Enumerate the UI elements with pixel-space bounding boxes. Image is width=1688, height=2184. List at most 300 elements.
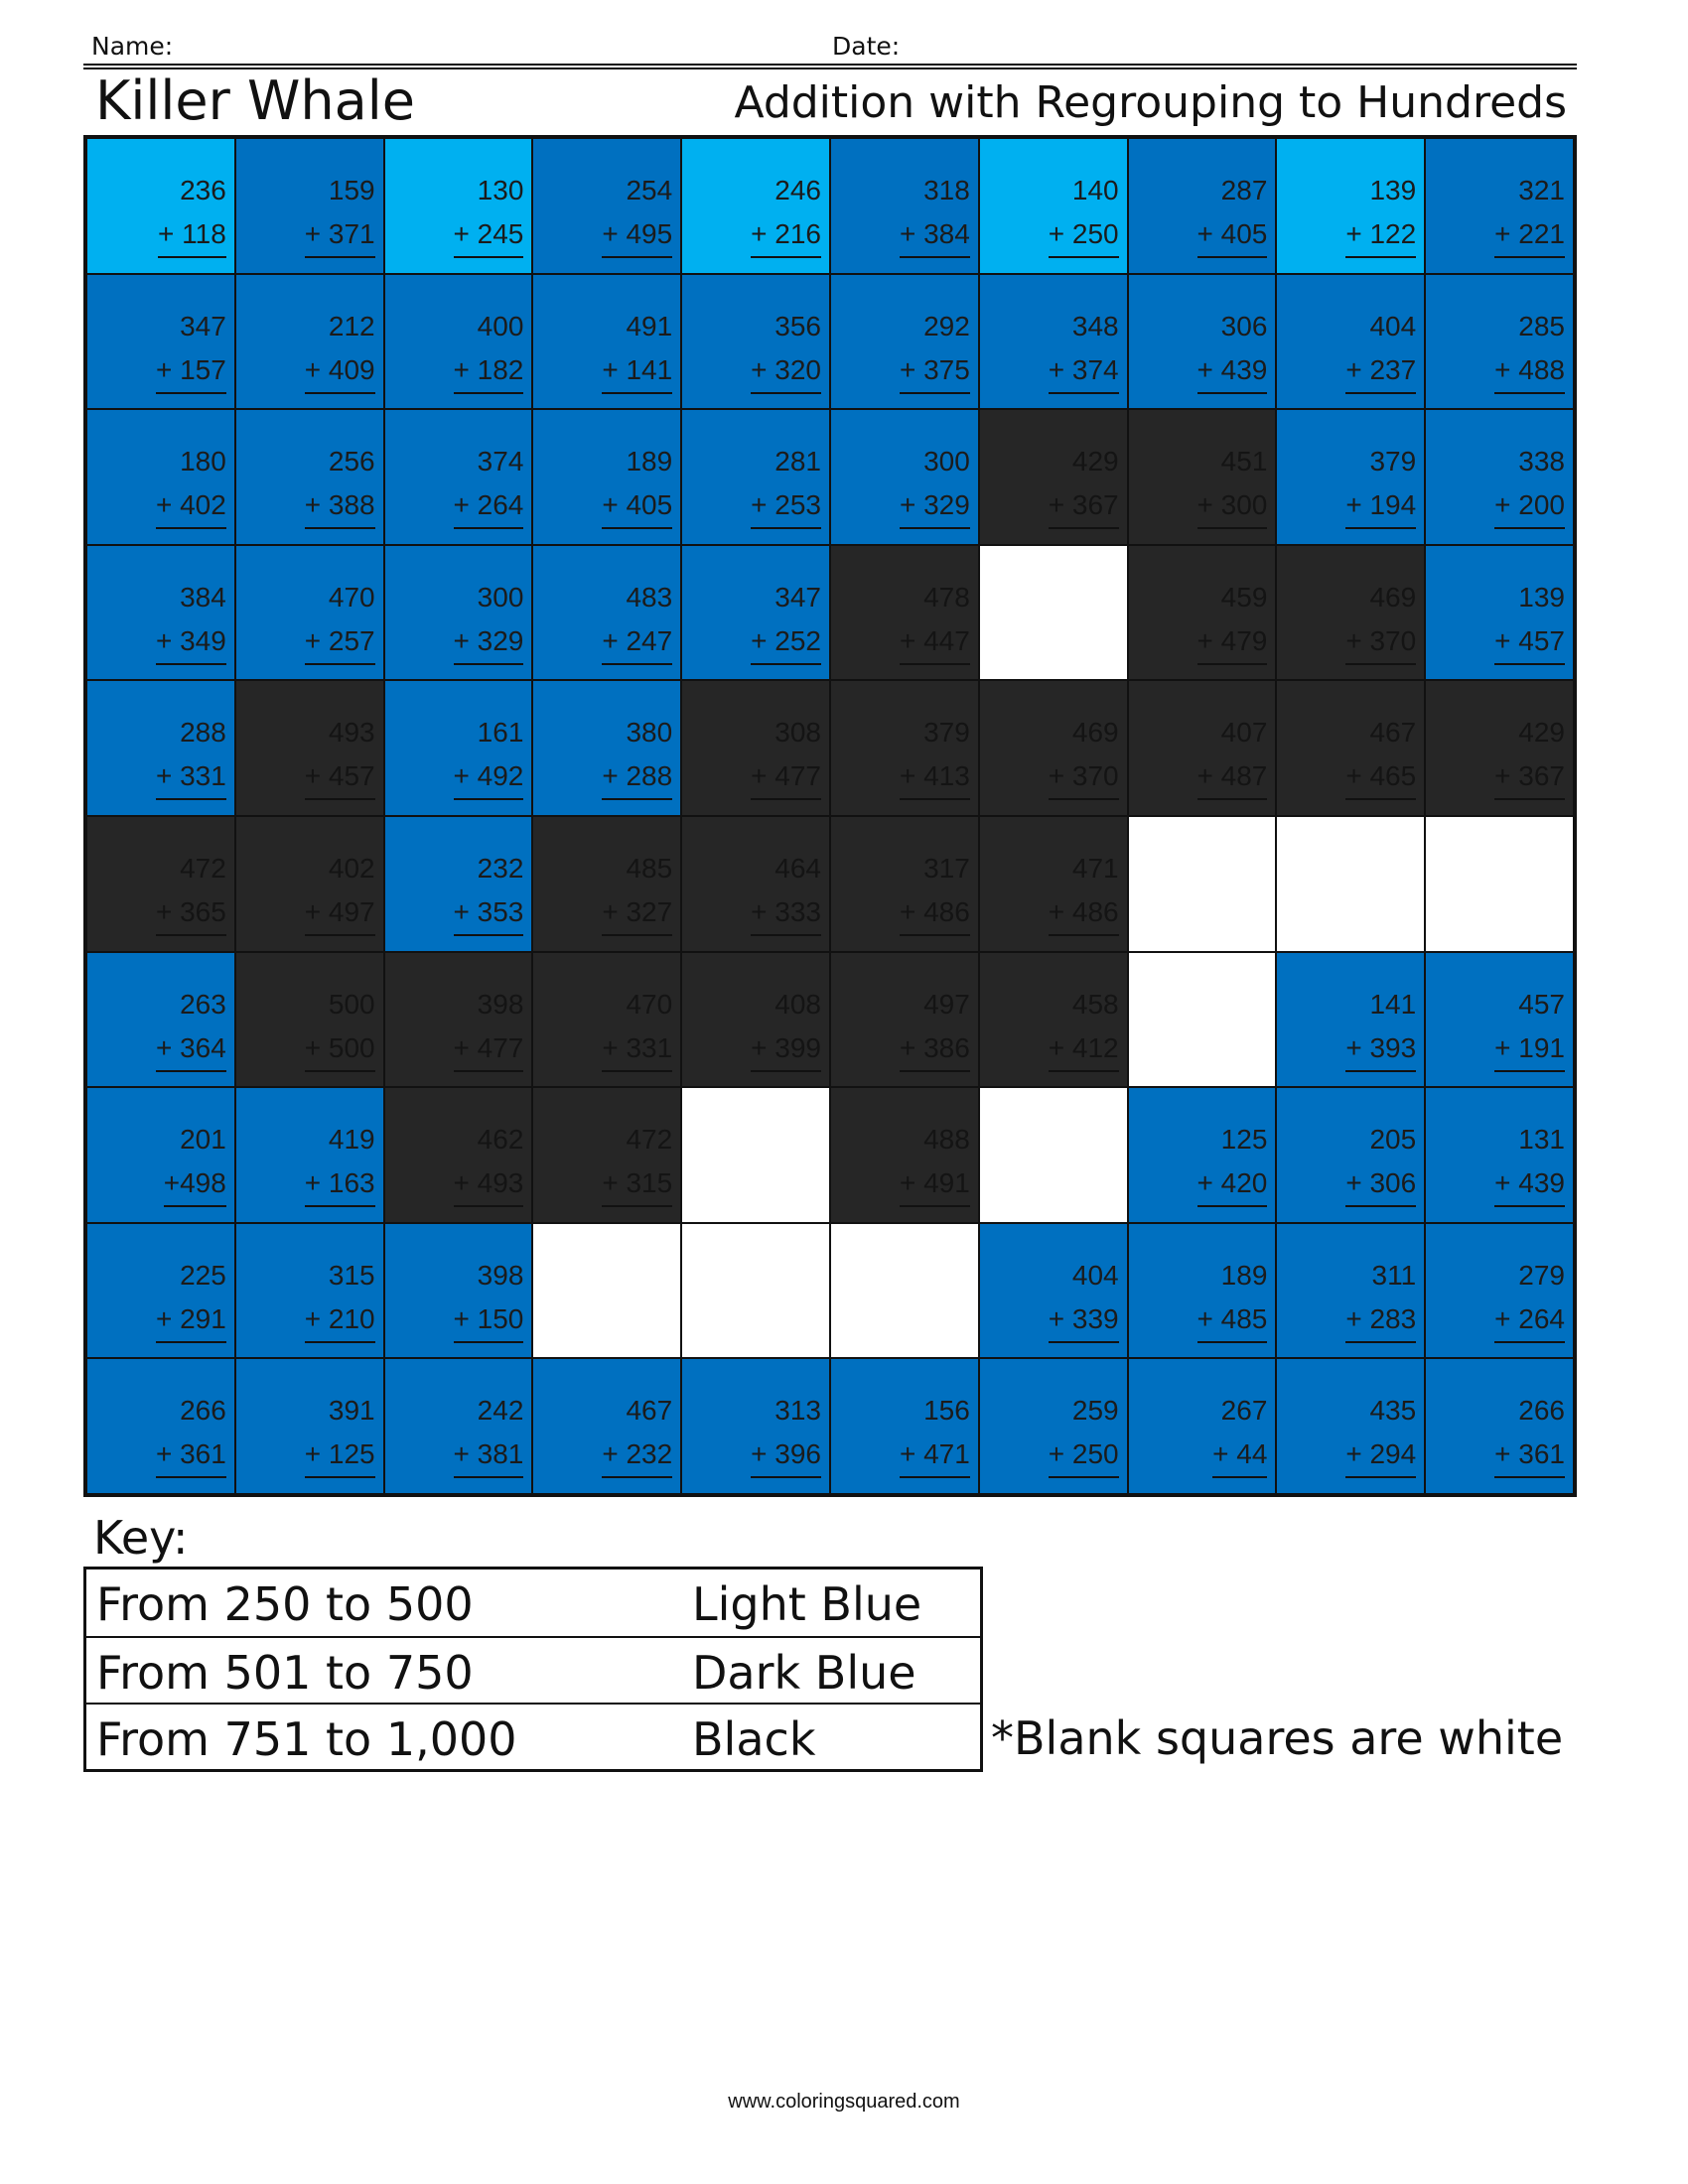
addend-top: 348 bbox=[1071, 310, 1119, 341]
addend-bottom: + 329 bbox=[900, 483, 970, 529]
name-label: Name: bbox=[91, 32, 174, 61]
addend-bottom: + 488 bbox=[1494, 348, 1565, 394]
addition-problem bbox=[164, 1118, 226, 1207]
grid-cell bbox=[1425, 545, 1574, 681]
addition-problem bbox=[305, 305, 375, 394]
grid-cell bbox=[979, 1223, 1128, 1359]
addend-bottom: + 465 bbox=[1345, 754, 1416, 800]
addition-problem bbox=[1049, 1254, 1119, 1343]
addition-problem bbox=[1494, 1118, 1565, 1207]
grid-cell bbox=[979, 680, 1128, 816]
addition-problem bbox=[305, 576, 375, 665]
grid-cell bbox=[532, 816, 681, 952]
grid-cell bbox=[830, 1087, 979, 1223]
addend-top: 232 bbox=[477, 853, 524, 884]
addend-bottom: + 257 bbox=[305, 619, 375, 665]
addition-problem bbox=[156, 983, 226, 1072]
addend-top: 131 bbox=[1518, 1124, 1565, 1156]
addend-bottom: + 306 bbox=[1345, 1161, 1416, 1207]
color-key-table bbox=[83, 1567, 983, 1772]
addend-top: 267 bbox=[1220, 1395, 1268, 1427]
key-row bbox=[86, 1636, 980, 1703]
addition-problem bbox=[1049, 1389, 1119, 1478]
addend-top: 407 bbox=[1220, 717, 1268, 749]
addend-top: 189 bbox=[626, 446, 673, 478]
addend-top: 493 bbox=[328, 717, 375, 749]
grid-cell bbox=[532, 409, 681, 545]
grid-cell bbox=[681, 1087, 830, 1223]
addend-top: 308 bbox=[774, 717, 821, 749]
addend-top: 266 bbox=[1518, 1395, 1565, 1427]
grid-cell bbox=[830, 1358, 979, 1494]
addition-problem bbox=[1197, 576, 1268, 665]
addition-problem bbox=[900, 1118, 970, 1207]
addition-problem bbox=[900, 576, 970, 665]
addition-problem bbox=[156, 1254, 226, 1343]
worksheet-subtitle: Addition with Regrouping to Hundreds bbox=[734, 77, 1567, 128]
addend-bottom: + 361 bbox=[156, 1433, 226, 1478]
addend-top: 242 bbox=[477, 1395, 524, 1427]
addend-top: 225 bbox=[180, 1259, 226, 1291]
addend-bottom: + 237 bbox=[1345, 348, 1416, 394]
grid-cell bbox=[235, 138, 384, 274]
grid-cell bbox=[1128, 1358, 1277, 1494]
addend-top: 400 bbox=[477, 310, 524, 341]
addend-bottom: + 393 bbox=[1345, 1026, 1416, 1072]
grid-cell bbox=[979, 274, 1128, 410]
grid-cell bbox=[830, 1223, 979, 1359]
addend-bottom: + 150 bbox=[454, 1297, 524, 1343]
addend-bottom: + 413 bbox=[900, 754, 970, 800]
addend-bottom: + 365 bbox=[156, 890, 226, 936]
grid-cell bbox=[1276, 1358, 1425, 1494]
addition-problem bbox=[156, 847, 226, 936]
addend-top: 266 bbox=[180, 1395, 226, 1427]
grid-cell bbox=[979, 1358, 1128, 1494]
header bbox=[83, 18, 1577, 68]
grid-cell bbox=[532, 545, 681, 681]
addend-bottom: + 339 bbox=[1049, 1297, 1119, 1343]
addition-problem bbox=[156, 1389, 226, 1478]
addend-bottom: + 370 bbox=[1049, 754, 1119, 800]
addend-top: 300 bbox=[923, 446, 970, 478]
grid-cell bbox=[235, 1358, 384, 1494]
addition-problem bbox=[602, 576, 672, 665]
addend-bottom: + 182 bbox=[454, 348, 524, 394]
addend-bottom: + 141 bbox=[602, 348, 672, 394]
grid-cell bbox=[1276, 138, 1425, 274]
key-range: From 250 to 500 bbox=[96, 1577, 474, 1631]
grid-cell bbox=[235, 274, 384, 410]
addend-top: 292 bbox=[923, 310, 970, 341]
addend-bottom: + 250 bbox=[1049, 1433, 1119, 1478]
grid-cell bbox=[1128, 545, 1277, 681]
addition-problem bbox=[1197, 711, 1268, 800]
addend-top: 380 bbox=[626, 717, 673, 749]
addition-problem bbox=[305, 1389, 375, 1478]
addend-top: 288 bbox=[180, 717, 226, 749]
grid-cell bbox=[532, 1223, 681, 1359]
grid-cell bbox=[1128, 409, 1277, 545]
addend-top: 125 bbox=[1220, 1124, 1268, 1156]
addend-bottom: + 409 bbox=[305, 348, 375, 394]
addition-problem bbox=[305, 847, 375, 936]
addition-problem bbox=[900, 711, 970, 800]
addition-problem bbox=[454, 847, 524, 936]
addend-top: 374 bbox=[477, 446, 524, 478]
addend-top: 159 bbox=[328, 175, 375, 205]
addend-bottom: + 405 bbox=[1197, 212, 1268, 258]
blank-squares-note: *Blank squares are white bbox=[991, 1711, 1564, 1765]
addend-bottom: + 375 bbox=[900, 348, 970, 394]
addition-problem bbox=[1197, 1118, 1268, 1207]
addend-bottom: + 402 bbox=[156, 483, 226, 529]
addend-top: 478 bbox=[923, 581, 970, 613]
addition-problem bbox=[156, 576, 226, 665]
addition-problem bbox=[602, 711, 672, 800]
key-color: Black bbox=[692, 1712, 816, 1766]
addition-problem bbox=[602, 1118, 672, 1207]
addend-bottom: + 370 bbox=[1345, 619, 1416, 665]
key-color: Dark Blue bbox=[692, 1646, 916, 1700]
addend-bottom: + 245 bbox=[454, 212, 524, 258]
footer-url: www.coloringsquared.com bbox=[728, 2091, 960, 2113]
addition-problem bbox=[900, 847, 970, 936]
grid-cell bbox=[979, 409, 1128, 545]
addend-top: 139 bbox=[1518, 581, 1565, 613]
grid-cell bbox=[1425, 138, 1574, 274]
addition-problem bbox=[1494, 576, 1565, 665]
addition-problem bbox=[1494, 711, 1565, 800]
addend-top: 156 bbox=[923, 1395, 970, 1427]
addend-top: 347 bbox=[774, 581, 821, 613]
addend-top: 459 bbox=[1220, 581, 1268, 613]
addition-problem bbox=[900, 983, 970, 1072]
addition-problem bbox=[1345, 711, 1416, 800]
addend-bottom: + 353 bbox=[454, 890, 524, 936]
addend-bottom: + 264 bbox=[1494, 1297, 1565, 1343]
key-color: Light Blue bbox=[692, 1577, 922, 1631]
addition-problem bbox=[454, 1389, 524, 1478]
grid-cell bbox=[1425, 952, 1574, 1088]
addend-bottom: + 329 bbox=[454, 619, 524, 665]
addition-problem bbox=[1494, 169, 1565, 258]
addition-problem bbox=[751, 847, 821, 936]
grid-cell bbox=[384, 952, 533, 1088]
addition-problem bbox=[751, 1389, 821, 1478]
addend-bottom: + 497 bbox=[305, 890, 375, 936]
grid-cell bbox=[1128, 274, 1277, 410]
addition-problem bbox=[1212, 1389, 1267, 1478]
grid-cell bbox=[1276, 545, 1425, 681]
addend-top: 205 bbox=[1369, 1124, 1417, 1156]
addition-problem bbox=[1049, 847, 1119, 936]
addend-top: 457 bbox=[1518, 988, 1565, 1020]
addend-bottom: + 477 bbox=[454, 1026, 524, 1072]
addend-bottom: + 221 bbox=[1494, 212, 1565, 258]
addend-bottom: + 495 bbox=[602, 212, 672, 258]
grid-cell bbox=[86, 545, 235, 681]
addend-bottom: + 381 bbox=[454, 1433, 524, 1478]
addition-problem bbox=[158, 169, 226, 258]
addition-problem bbox=[1345, 576, 1416, 665]
addend-bottom: + 333 bbox=[751, 890, 821, 936]
addend-top: 212 bbox=[328, 310, 375, 341]
addition-problem bbox=[900, 1389, 970, 1478]
addition-problem bbox=[454, 1254, 524, 1343]
addend-top: 140 bbox=[1071, 175, 1119, 205]
addend-bottom: + 122 bbox=[1345, 212, 1416, 258]
addend-bottom: + 491 bbox=[900, 1161, 970, 1207]
addend-top: 311 bbox=[1371, 1259, 1417, 1291]
addend-bottom: + 320 bbox=[751, 348, 821, 394]
addition-problem bbox=[1049, 983, 1119, 1072]
addition-problem bbox=[1049, 169, 1119, 258]
grid-cell bbox=[86, 138, 235, 274]
addend-bottom: + 331 bbox=[602, 1026, 672, 1072]
grid-cell bbox=[235, 680, 384, 816]
grid-cell bbox=[1276, 1087, 1425, 1223]
addend-top: 256 bbox=[328, 446, 375, 478]
addend-bottom: + 361 bbox=[1494, 1433, 1565, 1478]
grid-cell bbox=[532, 138, 681, 274]
grid-cell bbox=[979, 138, 1128, 274]
grid-cell bbox=[830, 816, 979, 952]
key-range: From 751 to 1,000 bbox=[96, 1712, 517, 1766]
addition-problem bbox=[1345, 169, 1416, 258]
addend-top: 467 bbox=[1369, 717, 1417, 749]
grid-cell bbox=[384, 409, 533, 545]
addition-problem bbox=[751, 305, 821, 394]
addition-problem bbox=[602, 1389, 672, 1478]
grid-cell bbox=[86, 680, 235, 816]
key-range: From 501 to 750 bbox=[96, 1646, 474, 1700]
grid-cell bbox=[681, 409, 830, 545]
grid-cell bbox=[1128, 1223, 1277, 1359]
addition-problem bbox=[1494, 440, 1565, 529]
addition-problem bbox=[1345, 305, 1416, 394]
addend-top: 451 bbox=[1220, 446, 1268, 478]
addend-top: 279 bbox=[1518, 1259, 1565, 1291]
addend-bottom: + 386 bbox=[900, 1026, 970, 1072]
grid-cell bbox=[532, 680, 681, 816]
addition-problem bbox=[1494, 1389, 1565, 1478]
addend-top: 315 bbox=[328, 1259, 375, 1291]
addend-bottom: + 477 bbox=[751, 754, 821, 800]
addition-problem bbox=[1494, 305, 1565, 394]
addition-problem bbox=[156, 440, 226, 529]
grid-cell bbox=[384, 545, 533, 681]
addend-top: 483 bbox=[626, 581, 673, 613]
addition-problem bbox=[1345, 1118, 1416, 1207]
addend-top: 458 bbox=[1071, 988, 1119, 1020]
grid-cell bbox=[681, 138, 830, 274]
addend-top: 485 bbox=[626, 853, 673, 884]
addition-problem bbox=[1197, 440, 1268, 529]
addend-top: 300 bbox=[477, 581, 524, 613]
addition-problem bbox=[454, 711, 524, 800]
addend-bottom: + 253 bbox=[751, 483, 821, 529]
addition-problem bbox=[900, 305, 970, 394]
addition-problem bbox=[454, 1118, 524, 1207]
addend-bottom: + 125 bbox=[305, 1433, 375, 1478]
grid-cell bbox=[979, 545, 1128, 681]
addition-problem bbox=[305, 440, 375, 529]
grid-cell bbox=[1276, 816, 1425, 952]
addition-problem bbox=[305, 1118, 375, 1207]
grid-cell bbox=[1128, 816, 1277, 952]
grid-cell bbox=[384, 1223, 533, 1359]
addend-bottom: + 487 bbox=[1197, 754, 1268, 800]
grid-cell bbox=[830, 952, 979, 1088]
addition-problem bbox=[751, 440, 821, 529]
grid-cell bbox=[235, 952, 384, 1088]
addition-problem bbox=[305, 1254, 375, 1343]
addend-top: 398 bbox=[477, 1259, 524, 1291]
grid-cell bbox=[384, 138, 533, 274]
grid-cell bbox=[1276, 680, 1425, 816]
addend-bottom: + 384 bbox=[900, 212, 970, 258]
addition-problem bbox=[1197, 305, 1268, 394]
grid-cell bbox=[384, 1358, 533, 1494]
addition-problem bbox=[454, 576, 524, 665]
addend-top: 287 bbox=[1220, 175, 1268, 205]
addend-bottom: + 457 bbox=[305, 754, 375, 800]
addend-top: 497 bbox=[923, 988, 970, 1020]
grid-cell bbox=[86, 952, 235, 1088]
addition-problem bbox=[1345, 440, 1416, 529]
addend-bottom: + 294 bbox=[1345, 1433, 1416, 1478]
addend-top: 338 bbox=[1518, 446, 1565, 478]
addend-top: 488 bbox=[923, 1124, 970, 1156]
addend-bottom: + 283 bbox=[1345, 1297, 1416, 1343]
addend-bottom: + 471 bbox=[900, 1433, 970, 1478]
grid-cell bbox=[681, 680, 830, 816]
grid-cell bbox=[384, 680, 533, 816]
grid-cell bbox=[86, 409, 235, 545]
addend-bottom: + 300 bbox=[1197, 483, 1268, 529]
addend-top: 306 bbox=[1220, 310, 1268, 341]
addition-problem bbox=[900, 169, 970, 258]
addend-bottom: + 374 bbox=[1049, 348, 1119, 394]
addend-top: 189 bbox=[1220, 1259, 1268, 1291]
addition-problem bbox=[305, 169, 375, 258]
grid-cell bbox=[830, 138, 979, 274]
grid-cell bbox=[86, 816, 235, 952]
addition-problem bbox=[1049, 440, 1119, 529]
addend-bottom: + 364 bbox=[156, 1026, 226, 1072]
addend-top: 408 bbox=[774, 988, 821, 1020]
addend-bottom: + 327 bbox=[602, 890, 672, 936]
grid-cell bbox=[532, 1358, 681, 1494]
addition-problem bbox=[602, 847, 672, 936]
addend-top: 285 bbox=[1518, 310, 1565, 341]
grid-cell bbox=[1425, 1223, 1574, 1359]
grid-cell bbox=[1425, 1358, 1574, 1494]
addition-problem bbox=[305, 983, 375, 1072]
addend-top: 469 bbox=[1369, 581, 1417, 613]
grid-cell bbox=[1276, 274, 1425, 410]
grid-cell bbox=[681, 1358, 830, 1494]
addend-bottom: + 485 bbox=[1197, 1297, 1268, 1343]
addend-bottom: + 216 bbox=[751, 212, 821, 258]
grid-cell bbox=[830, 274, 979, 410]
addend-top: 472 bbox=[180, 853, 226, 884]
grid-cell bbox=[681, 1223, 830, 1359]
grid-cell bbox=[235, 545, 384, 681]
addend-bottom: + 210 bbox=[305, 1297, 375, 1343]
date-label: Date: bbox=[832, 32, 901, 61]
addend-bottom: + 44 bbox=[1212, 1433, 1267, 1478]
grid-cell bbox=[681, 816, 830, 952]
addend-top: 429 bbox=[1518, 717, 1565, 749]
addend-bottom: + 291 bbox=[156, 1297, 226, 1343]
grid-cell bbox=[532, 1087, 681, 1223]
addition-problem bbox=[1197, 1254, 1268, 1343]
addend-top: 139 bbox=[1369, 175, 1417, 205]
addend-bottom: + 118 bbox=[158, 212, 226, 258]
grid-cell bbox=[1128, 138, 1277, 274]
grid-cell bbox=[384, 816, 533, 952]
addend-top: 467 bbox=[626, 1395, 673, 1427]
grid-cell bbox=[681, 952, 830, 1088]
grid-cell bbox=[1425, 680, 1574, 816]
addend-top: 404 bbox=[1071, 1259, 1119, 1291]
addend-top: 471 bbox=[1071, 853, 1119, 884]
addend-top: 384 bbox=[180, 581, 226, 613]
addend-top: 180 bbox=[180, 446, 226, 478]
addend-bottom: + 457 bbox=[1494, 619, 1565, 665]
addition-problem bbox=[1494, 1254, 1565, 1343]
grid-cell bbox=[384, 1087, 533, 1223]
addition-problem bbox=[1345, 1254, 1416, 1343]
grid-cell bbox=[1425, 274, 1574, 410]
addend-bottom: + 247 bbox=[602, 619, 672, 665]
addend-bottom: + 405 bbox=[602, 483, 672, 529]
addend-bottom: + 412 bbox=[1049, 1026, 1119, 1072]
addend-bottom: + 371 bbox=[305, 212, 375, 258]
grid-cell bbox=[86, 1087, 235, 1223]
grid-cell bbox=[235, 816, 384, 952]
addend-top: 254 bbox=[626, 175, 673, 205]
key-row bbox=[86, 1570, 980, 1636]
addend-bottom: + 479 bbox=[1197, 619, 1268, 665]
grid-cell bbox=[86, 1223, 235, 1359]
addend-top: 404 bbox=[1369, 310, 1417, 341]
addend-top: 263 bbox=[180, 988, 226, 1020]
addend-bottom: + 349 bbox=[156, 619, 226, 665]
addend-top: 379 bbox=[1369, 446, 1417, 478]
addition-problem bbox=[900, 440, 970, 529]
addend-top: 161 bbox=[477, 717, 524, 749]
addend-bottom: + 367 bbox=[1049, 483, 1119, 529]
addition-problem bbox=[1345, 983, 1416, 1072]
addend-bottom: + 252 bbox=[751, 619, 821, 665]
addend-bottom: + 191 bbox=[1494, 1026, 1565, 1072]
addend-top: 462 bbox=[477, 1124, 524, 1156]
addend-top: 356 bbox=[774, 310, 821, 341]
addend-bottom: + 447 bbox=[900, 619, 970, 665]
addend-bottom: + 157 bbox=[156, 348, 226, 394]
addend-top: 470 bbox=[626, 988, 673, 1020]
grid-cell bbox=[235, 1087, 384, 1223]
addend-top: 236 bbox=[180, 175, 226, 205]
addend-bottom: + 331 bbox=[156, 754, 226, 800]
addend-top: 470 bbox=[328, 581, 375, 613]
addend-top: 435 bbox=[1369, 1395, 1417, 1427]
addend-top: 313 bbox=[774, 1395, 821, 1427]
addend-bottom: + 399 bbox=[751, 1026, 821, 1072]
